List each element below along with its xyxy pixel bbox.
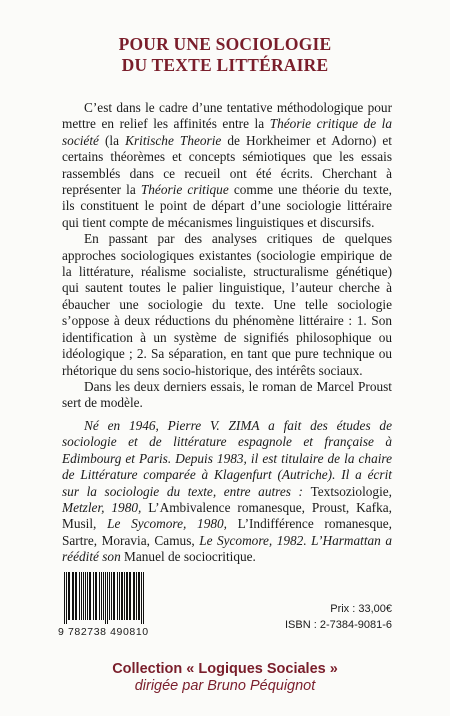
barcode-bar bbox=[124, 572, 125, 620]
collection-info bbox=[0, 661, 450, 695]
text-run: C’est dans le cadre d’une tentative méthodologique pour mettre en relief les affinités entre la bbox=[62, 100, 392, 132]
summary-paragraph-2: En passant par des analyses critiques de quelques approches sociologiques existantes (sociologie empirique de la littérature, réalisme socialiste, structuralisme génétique) qui sautent toutes le palier linguistique, l’auteur cherche à ébaucher une sociologie du texte. Une telle sociologie s’oppose à deux réductions du phénomène littéraire : 1. Son identification à un système de signifiés philosophique ou idéologique ; 2. Sa séparation, en tant que pure technique ou rhétorique du sens socio-historique, des intérêts sociaux. bbox=[62, 231, 392, 378]
barcode-bar bbox=[72, 572, 74, 620]
barcode-bar bbox=[136, 572, 137, 620]
collection-name: Collection « Logiques Sociales » bbox=[112, 661, 338, 677]
barcode-bar bbox=[133, 572, 135, 620]
text-run: comme une théorie du texte, ils constituent le point de départ d’une sociologie littéraire qui tient compte de mécanismes linguistiques et discursifs. bbox=[62, 182, 393, 230]
barcode-bar bbox=[87, 572, 88, 620]
barcode-bar bbox=[113, 572, 115, 620]
barcode-bar bbox=[93, 572, 94, 620]
title-line-2: DU TEXTE LITTÉRAIRE bbox=[121, 55, 329, 75]
barcode-bar bbox=[138, 572, 140, 620]
barcode-bar bbox=[64, 572, 65, 624]
italic-run: Metzler, 1980, bbox=[62, 500, 149, 516]
summary-paragraph-1 bbox=[62, 100, 392, 231]
collection-director: dirigée par Bruno Péquignot bbox=[134, 678, 316, 694]
barcode-bar bbox=[101, 572, 102, 620]
barcode bbox=[62, 572, 158, 624]
barcode-bar bbox=[107, 572, 108, 624]
italic-run: Kritische Theorie bbox=[125, 132, 222, 148]
barcode-bar bbox=[66, 572, 67, 624]
author-bio bbox=[62, 418, 392, 566]
text-run: Textsoziologie, bbox=[310, 483, 392, 499]
barcode-bar bbox=[83, 572, 84, 620]
barcode-bar bbox=[85, 572, 86, 620]
back-cover-summary bbox=[62, 100, 392, 412]
italic-run: Le Sycomore, 1980, bbox=[107, 516, 238, 532]
barcode-bar bbox=[81, 572, 82, 620]
book-title bbox=[0, 34, 450, 76]
barcode-bar bbox=[129, 572, 131, 620]
barcode-bar bbox=[109, 572, 110, 620]
barcode-bar bbox=[79, 572, 80, 620]
barcode-bar bbox=[126, 572, 128, 620]
barcode-digits: 9 782738 490810 bbox=[58, 626, 149, 638]
barcode-bar bbox=[117, 572, 118, 620]
barcode-bar bbox=[121, 572, 123, 620]
barcode-bar bbox=[103, 572, 104, 620]
text-run: Manuel de sociocritique. bbox=[124, 549, 256, 565]
barcode-bar bbox=[75, 572, 77, 620]
isbn-label: ISBN : 2-7384-9081-6 bbox=[284, 619, 392, 631]
italic-run: Né en 1946, Pierre V. ZIMA a fait des études de sociologie et de littérature espagnole et française à Edimbourg et Paris. Depuis 1983, il est titulaire de la chaire de Littérature comparée à Klagenfurt (Autriche). Il a écrit sur la sociologie du texte, entre autres : bbox=[62, 418, 392, 499]
barcode-bar bbox=[95, 572, 97, 620]
title-line-1: POUR UNE SOCIOLOGIE bbox=[118, 34, 332, 54]
text-run: L’Ambivalence romanesque, Proust, Kafka, Musil, bbox=[62, 500, 392, 532]
barcode-bar bbox=[119, 572, 120, 620]
barcode-bar bbox=[68, 572, 70, 620]
italic-run: Théorie critique de la société bbox=[62, 116, 392, 148]
price-label: Prix : 33,00€ bbox=[330, 603, 392, 615]
text-run: (la bbox=[98, 132, 126, 148]
barcode-bar bbox=[143, 572, 144, 624]
barcode-bar bbox=[105, 572, 106, 624]
text-run: de Horkheimer et Adorno) et certains théorèmes et concepts sémiotiques que les essais rassemblés dans ce recueil ont été écrits. Cherchant à représenter la bbox=[62, 132, 392, 198]
italic-run: Le Sycomore, 1982. L’Harmattan a réédité son bbox=[62, 532, 392, 565]
italic-run: Théorie critique bbox=[140, 182, 229, 198]
barcode-bar bbox=[89, 572, 91, 620]
barcode-bars bbox=[62, 572, 158, 624]
text-run: L’Indifférence romanesque, Sartre, Moravia, Camus, bbox=[62, 516, 392, 548]
barcode-bar bbox=[99, 572, 100, 620]
summary-paragraph-3: Dans les deux derniers essais, le roman de Marcel Proust sert de modèle. bbox=[62, 378, 392, 411]
barcode-bar bbox=[141, 572, 142, 624]
barcode-bar bbox=[111, 572, 112, 620]
